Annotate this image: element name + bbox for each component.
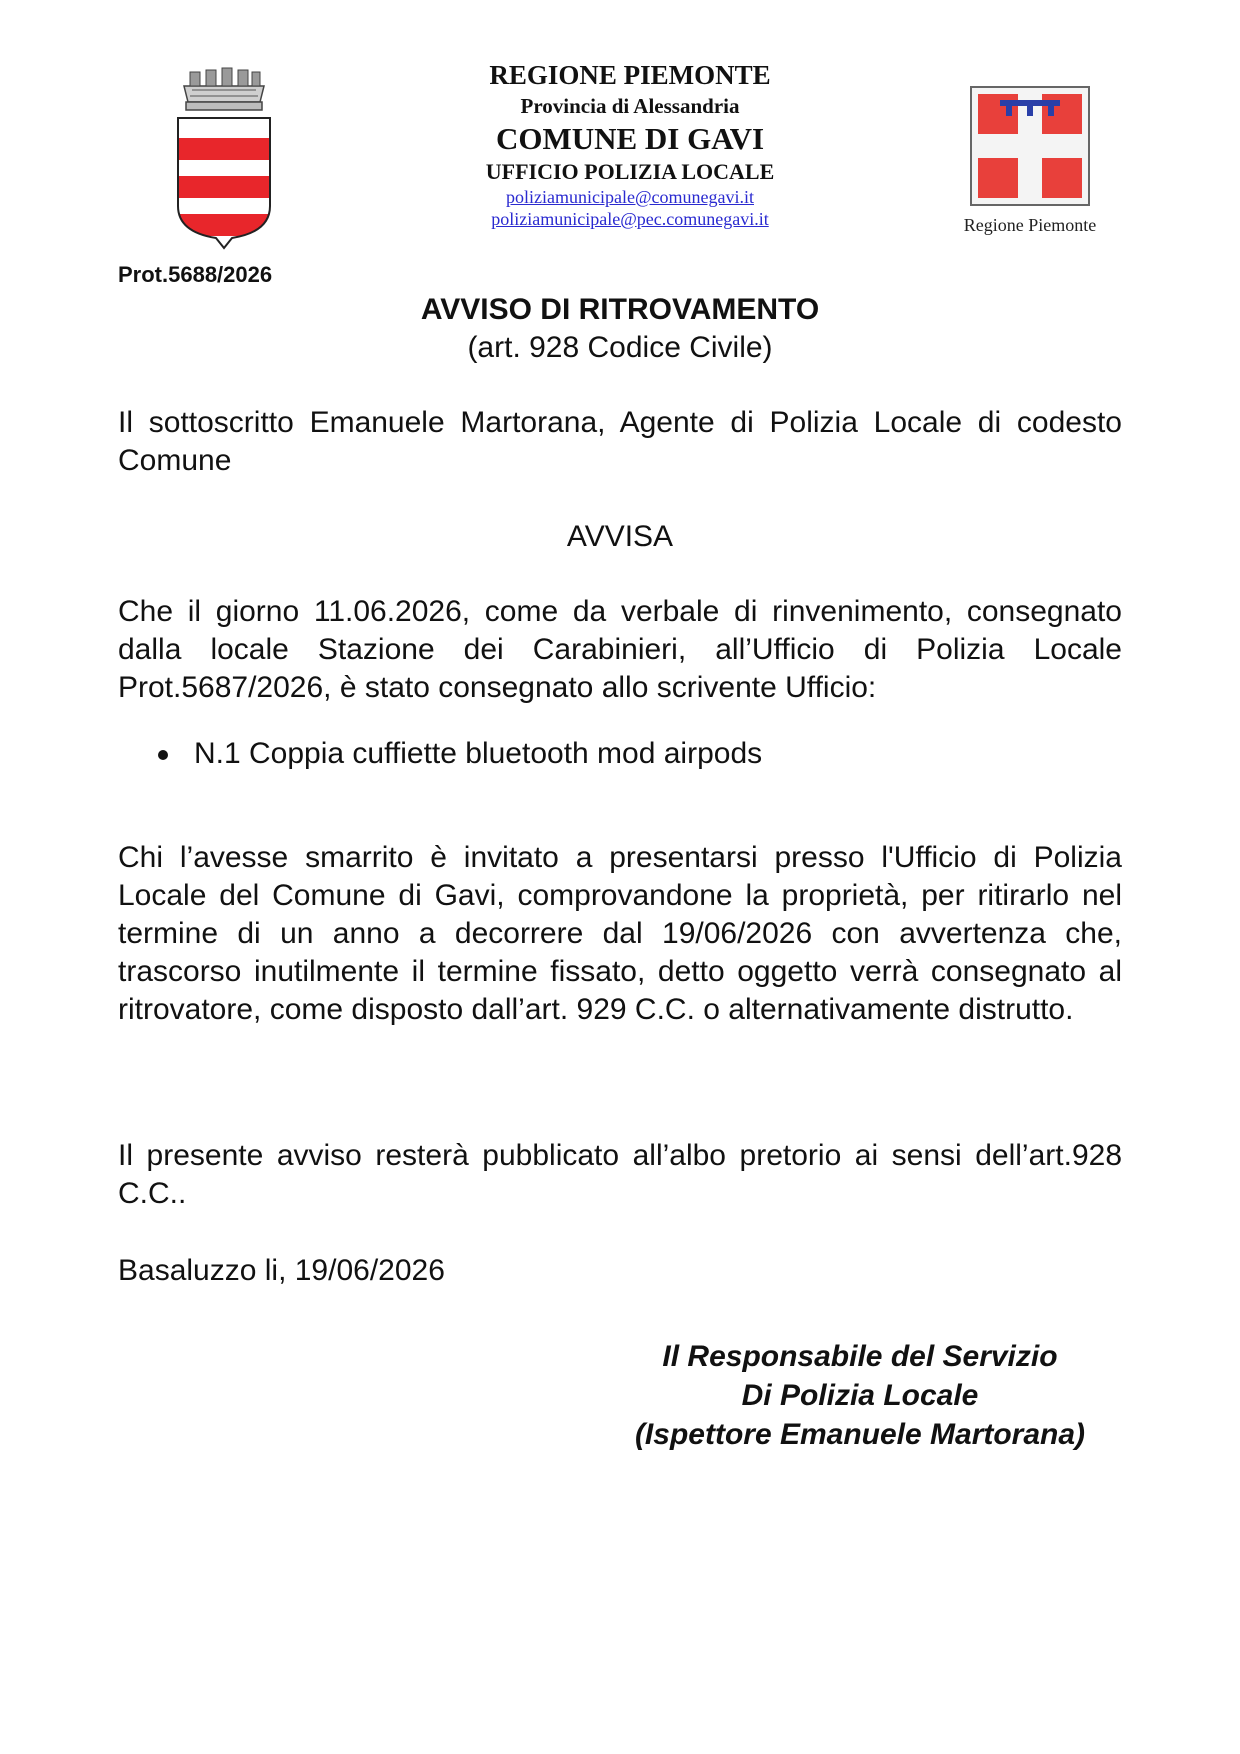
region-name: REGIONE PIEMONTE bbox=[489, 60, 771, 90]
protocol-number: Prot.5688/2026 bbox=[118, 262, 273, 287]
header-letterhead bbox=[400, 58, 860, 230]
signature-block bbox=[600, 1337, 1120, 1454]
ufficio-name: UFFICIO POLIZIA LOCALE bbox=[485, 159, 775, 184]
instructions-paragraph: Chi l’avesse smarrito è invitato a presentarsi presso l'Ufficio di Polizia Locale del Comune di Gavi, comprovandone la proprietà, per ritirarlo nel termine di un anno a decorrere dal 19/06/2026 con avvertenza che, trascorso inutilmente il termine fissato, detto oggetto verrà consegnato al ritrovatore, come disposto dall’art. 929 C.C. o alternativamente distrutto. bbox=[118, 841, 1122, 1026]
publication-paragraph: Il presente avviso resterà pubblicato all’albo pretorio ai sensi dell’art.928 C.C.. bbox=[118, 1139, 1122, 1210]
bullet-icon bbox=[158, 750, 168, 760]
place-date: Basaluzzo li, 19/06/2026 bbox=[118, 1254, 445, 1287]
found-items-list bbox=[158, 735, 1118, 773]
pec-link[interactable]: poliziamunicipale@pec.comunegavi.it bbox=[491, 209, 769, 229]
piemonte-coat-of-arms bbox=[970, 86, 1090, 206]
list-item-text: N.1 Coppia cuffiette bluetooth mod airpods bbox=[194, 737, 763, 770]
avvisa-heading: AVVISA bbox=[566, 520, 674, 553]
comune-name: COMUNE DI GAVI bbox=[495, 121, 765, 156]
statement-paragraph: Che il giorno 11.06.2026, come da verbale di rinvenimento, consegnato dalla locale Stazione dei Carabinieri, all’Ufficio di Polizia Locale Prot.5687/2026, è stato consegnato allo scrivente Ufficio: bbox=[118, 595, 1122, 704]
notice-title: AVVISO DI RITROVAMENTO bbox=[420, 293, 820, 326]
signature-line-3: (Ispettore Emanuele Martorana) bbox=[634, 1418, 1086, 1451]
notice-subtitle: (art. 928 Codice Civile) bbox=[467, 331, 773, 364]
label-icon bbox=[1000, 100, 1060, 116]
provincia-name: Provincia di Alessandria bbox=[520, 94, 740, 118]
shield-icon bbox=[172, 116, 276, 252]
signature-line-1: Il Responsabile del Servizio bbox=[662, 1340, 1058, 1373]
piemonte-caption: Regione Piemonte bbox=[963, 215, 1097, 235]
signature-line-2: Di Polizia Locale bbox=[741, 1379, 979, 1412]
crown-icon bbox=[184, 68, 264, 110]
list-item bbox=[158, 735, 1118, 773]
gavi-coat-of-arms bbox=[172, 66, 276, 252]
intro-paragraph: Il sottoscritto Emanuele Martorana, Agente di Polizia Locale di codesto Comune bbox=[118, 406, 1122, 477]
email-link[interactable]: poliziamunicipale@comunegavi.it bbox=[505, 187, 754, 207]
